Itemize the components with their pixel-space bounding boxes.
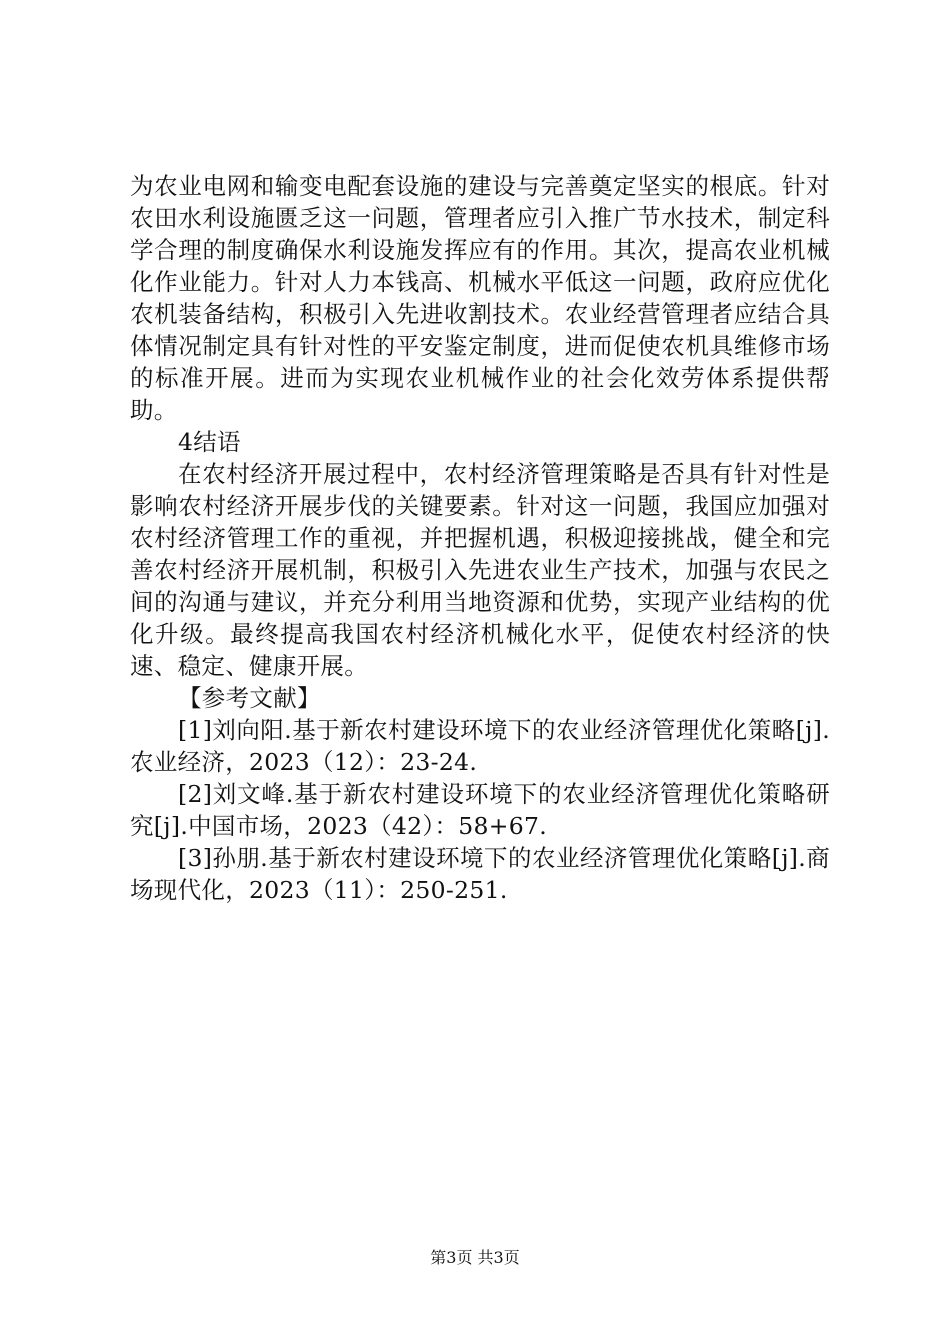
page-footer: 第3页 共3页 bbox=[430, 1248, 520, 1267]
reference-item-1: [1]刘向阳.基于新农村建设环境下的农业经济管理优化策略[j].农业经济，2023（12）：23-24. bbox=[130, 716, 830, 776]
reference-item-3: [3]孙朋.基于新农村建设环境下的农业经济管理优化策略[j].商场现代化，2023（11）：250-251. bbox=[130, 844, 830, 904]
reference-item-2: [2]刘文峰.基于新农村建设环境下的农业经济管理优化策略研究[j].中国市场，2023（42）：58+67. bbox=[130, 780, 830, 840]
section-heading: 4结语 bbox=[178, 428, 241, 456]
references-heading: 【参考文献】 bbox=[178, 684, 321, 712]
paragraph-1: 为农业电网和输变电配套设施的建设与完善奠定坚实的根底。针对农田水利设施匮乏这一问题，管理者应引入推广节水技术，制定科学合理的制度确保水利设施发挥应有的作用。其次，提高农业机械化作业能力。针对人力本钱高、机械水平低这一问题，政府应优化农机装备结构，积极引入先进收割技术。农业经营管理者应结合具体情况制定具有针对性的平安鉴定制度，进而促使农机具维修市场的标准开展。进而为实现农业机械作业的社会化效劳体系提供帮助。 bbox=[130, 172, 830, 424]
document-body bbox=[130, 170, 830, 906]
paragraph-2: 在农村经济开展过程中，农村经济管理策略是否具有针对性是影响农村经济开展步伐的关键要素。针对这一问题，我国应加强对农村经济管理工作的重视，并把握机遇，积极迎接挑战，健全和完善农村经济开展机制，积极引入先进农业生产技术，加强与农民之间的沟通与建议，并充分利用当地资源和优势，实现产业结构的优化升级。最终提高我国农村经济机械化水平，促使农村经济的快速、稳定、健康开展。 bbox=[130, 460, 830, 680]
